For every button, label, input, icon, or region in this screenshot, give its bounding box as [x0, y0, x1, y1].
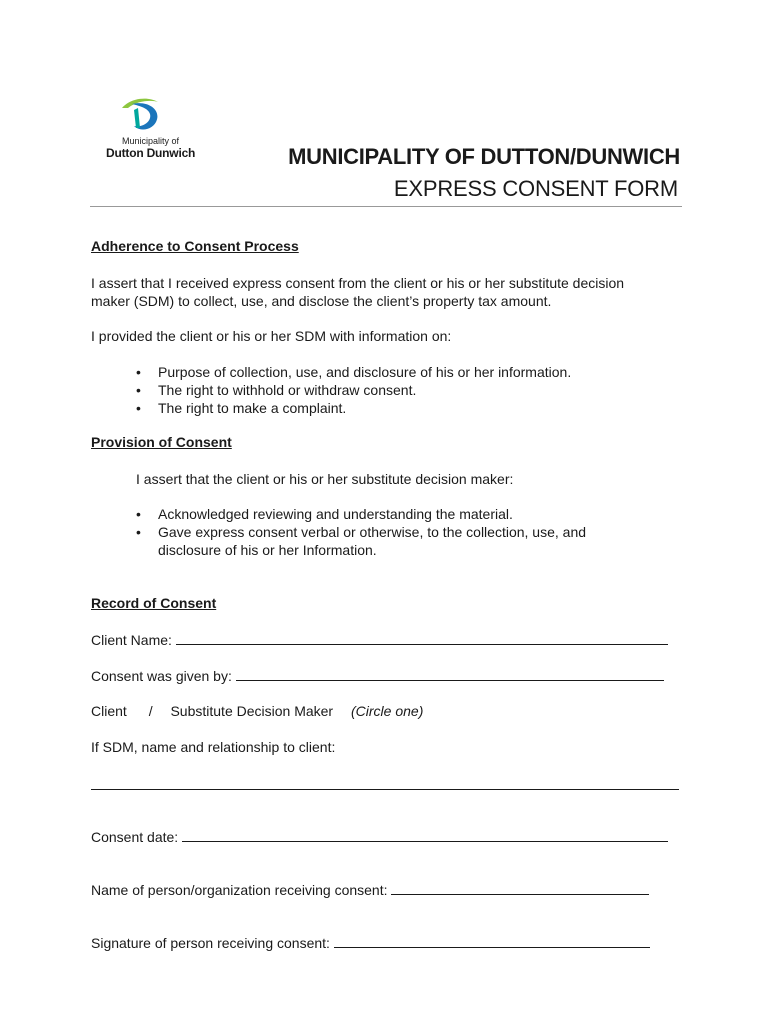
consent-type-options: [91, 702, 423, 720]
provision-bullet-continuation: disclosure of his or her Information.: [158, 542, 377, 558]
org-field: [91, 880, 649, 899]
option-sdm[interactable]: Substitute Decision Maker: [170, 703, 334, 719]
option-client[interactable]: Client: [91, 703, 127, 719]
signature-field: [91, 933, 650, 952]
consent-given-label: Consent was given by:: [91, 668, 232, 684]
consent-date-field: [91, 827, 668, 846]
logo-line-2: Dutton Dunwich: [106, 146, 196, 160]
list-item: • The right to withhold or withdraw consent.: [136, 381, 571, 399]
consent-date-blank[interactable]: [182, 827, 668, 842]
form-title: EXPRESS CONSENT FORM: [393, 176, 678, 201]
sdm-blank[interactable]: [91, 789, 679, 790]
adherence-bullet-list: [136, 363, 571, 417]
header-divider: [90, 206, 682, 207]
consent-given-blank[interactable]: [236, 666, 664, 681]
municipality-logo: [100, 96, 210, 162]
adherence-para1-line1: I assert that I received express consent from the client or his or her substitute decision: [91, 275, 625, 291]
list-item: • Gave express consent verbal or otherwise, to the collection, use, and: [136, 523, 586, 541]
dutton-dunwich-logo-icon: [118, 96, 166, 136]
org-blank[interactable]: [391, 880, 649, 895]
list-item: • The right to make a complaint.: [136, 399, 571, 417]
list-item: • Acknowledged reviewing and understanding the material.: [136, 505, 586, 523]
adherence-para1-line2: maker (SDM) to collect, use, and disclose the client’s property tax amount.: [91, 293, 552, 309]
page-title: MUNICIPALITY OF DUTTON/DUNWICH: [288, 144, 680, 169]
org-label: Name of person/organization receiving consent:: [91, 882, 388, 898]
signature-label: Signature of person receiving consent:: [91, 935, 330, 951]
option-separator: /: [148, 703, 153, 719]
sdm-label: If SDM, name and relationship to client:: [91, 739, 336, 755]
client-name-field: [91, 630, 668, 649]
consent-date-label: Consent date:: [91, 829, 179, 845]
adherence-heading: Adherence to Consent Process: [91, 238, 299, 254]
record-heading: Record of Consent: [91, 595, 217, 611]
logo-line-1: Municipality of: [122, 136, 180, 146]
client-name-label: Client Name:: [91, 632, 172, 648]
list-item: • Purpose of collection, use, and disclosure of his or her information.: [136, 363, 571, 381]
client-name-blank[interactable]: [176, 630, 668, 645]
consent-given-field: [91, 666, 664, 685]
circle-one-note: (Circle one): [351, 703, 424, 719]
adherence-para2: I provided the client or his or her SDM with information on:: [91, 328, 452, 344]
provision-bullet-list: [136, 505, 586, 541]
provision-heading: Provision of Consent: [91, 434, 232, 450]
provision-intro: I assert that the client or his or her substitute decision maker:: [136, 471, 514, 487]
signature-blank[interactable]: [334, 933, 650, 948]
